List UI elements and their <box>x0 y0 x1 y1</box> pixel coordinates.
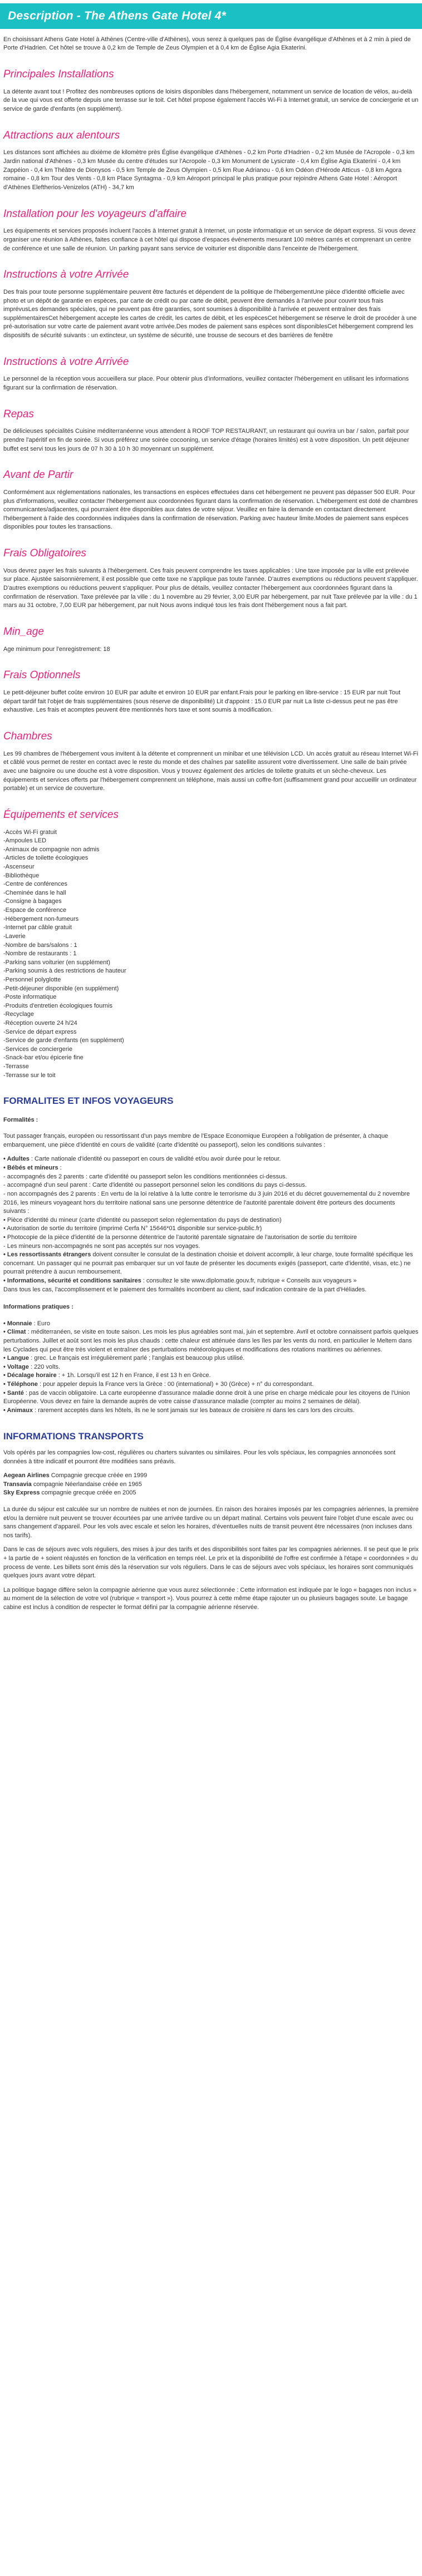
section-paragraph: Les 99 chambres de l'hébergement vous invitent à la détente et comprennent un minibar et une télévision LCD. Un accès gratuit au réseau Internet Wi-Fi et câblé vous permet de rester en contact avec le reste du monde et des chaînes par satellite assurent votre divertissement. Une salle de bain privée avec une baignoire ou une douche est à votre disposition. Vous y trouvez également des articles de toilette gratuits et un sèche-cheveux. Les équipements et services offerts par l'hébergement comprennent un téléphone, mais aussi un coffre-fort (suffisamment grand pour accueillir un ordinateur portable) et un service de couverture. <box>3 750 419 792</box>
info-line <box>3 1380 419 1389</box>
info-line <box>3 1155 419 1164</box>
info-line <box>3 1173 419 1182</box>
amenity-item: -Service de départ express <box>3 1028 77 1035</box>
info-line <box>3 1233 419 1242</box>
info-line <box>3 1164 419 1173</box>
info-line <box>3 1251 419 1277</box>
formalities-label: Formalités : <box>3 1116 38 1123</box>
page-title: Description - The Athens Gate Hotel 4* <box>0 3 422 29</box>
transport-paragraph: La politique bagage diffère selon la compagnie aérienne que vous aurez sélectionnée : Cette information est indiquée par le logo « bagages non inclus » au moment de la sélection de votre vol (rubrique « transport »). Vous pourrez à cette même étape rajouter un ou plusieurs bagages soute. Le bagage cabine est inclus à condition de respecter le format défini par la compagnie aérienne réservée. <box>3 1586 417 1611</box>
section-paragraph: Le petit-déjeuner buffet coûte environ 10 EUR par adulte et environ 10 EUR par enfant.Frais pour le parking en libre-service : 15 EUR par nuit Tout départ tardif fait l'objet de frais supplémentaires (sous réserve de disponibilité) Lit d'appoint : 15.0 EUR par nuit La liste ci-dessus peut ne pas être exhaustive. Les frais et acomptes peuvent être mentionnés hors taxe et sont soumis à modification. <box>3 689 401 714</box>
amenities-heading: Équipements et services <box>3 808 119 821</box>
info-line <box>3 1363 419 1372</box>
amenity-item: -Nombre de restaurants : 1 <box>3 950 77 958</box>
amenity-item: -Internet par câble gratuit <box>3 924 72 931</box>
info-text: : Euro <box>32 1320 50 1327</box>
info-label: • Adultes <box>3 1156 30 1163</box>
amenity-item: -Recyclage <box>3 1011 35 1018</box>
amenity-item: -Hébergement non-fumeurs <box>3 915 79 922</box>
amenity-item: -Animaux de compagnie non admis <box>3 846 100 853</box>
section-heading: Frais Obligatoires <box>3 547 86 560</box>
section-heading: Min_age <box>3 625 44 638</box>
airline-list <box>3 1472 419 1498</box>
amenity-item: -Ascenseur <box>3 863 35 871</box>
info-label: • Animaux <box>3 1407 33 1414</box>
practical-list <box>3 1320 419 1415</box>
info-text: doivent consulter le consulat de la destination choisie et doivent accomplir, à leur charge, toute formalité spécifique les concernant. Un passager qui ne pourrait pas embarquer sur un vol faute de présenter les documents exigés (passeport, carte d'identité, visas, etc.) ne pourrait prétendre à aucun remboursement. <box>3 1251 413 1276</box>
info-text: : <box>58 1164 62 1172</box>
info-line <box>3 1489 419 1498</box>
info-line <box>3 1371 419 1380</box>
info-text: - Les mineurs non-accompagnés ne sont pas acceptés sur nos voyages. <box>3 1242 200 1250</box>
info-label: • Langue <box>3 1355 30 1362</box>
amenity-item: -Snack-bar et/ou épicerie fine <box>3 1054 84 1062</box>
section-heading: Instructions à votre Arrivée <box>3 356 129 368</box>
section-heading: Installation pour les voyageurs d'affaire <box>3 208 187 220</box>
transport-paragraph: La durée du séjour est calculée sur un nombre de nuitées et non de journées. En raison des horaires imposés par les compagnies aériennes, la première et/ou la dernière nuit peuvent se trouver écourtées par une arrivée tardive ou un départ matinal. Certains vols peuvent faire l'objet d'une escale avec ou sans changement d'appareil. Pour les vols avec escale et selon les horaires, d'éventuelles nuits de transit peuvent être nécessaires (non incluses dans nos tarifs). <box>3 1506 419 1539</box>
info-text: : méditerranéen, se visite en toute saison. Les mois les plus agréables sont mai, juin et septembre. Avril et octobre connaissent parfois quelques perturbations. Juillet et août sont les mois les plus chauds : cette chaleur est atténuée dans les îles par les vents du nord, en particulier le Meltem dans les Cyclades qui peut être très violent et entraîner des perturbations météorologiques et modifications des rotations maritimes ou aériennes. <box>3 1329 419 1353</box>
amenity-item: -Articles de toilette écologiques <box>3 855 89 862</box>
info-text: : 220 volts. <box>28 1363 61 1370</box>
practical-label: Informations pratiques : <box>3 1304 73 1311</box>
info-text: : rarement acceptés dans les hôtels, ils ne le sont jamais sur les bateaux de croisière ni dans les cars lors des circuits. <box>32 1407 355 1414</box>
amenity-item: -Cheminée dans le hall <box>3 889 66 896</box>
transport-heading: INFORMATIONS TRANSPORTS <box>3 1430 144 1442</box>
amenity-item: -Parking sans voiturier (en supplément) <box>3 959 110 966</box>
info-line <box>3 1407 419 1415</box>
info-label: • Santé <box>3 1389 24 1396</box>
info-text: compagnie grecque créée en 2005 <box>40 1489 136 1497</box>
info-line <box>3 1354 419 1363</box>
amenity-item: -Ampoules LED <box>3 837 47 845</box>
amenity-item: -Service de garde d'enfants (en supplément) <box>3 1037 124 1044</box>
amenity-item: -Personnel polyglotte <box>3 976 61 983</box>
formalities-intro: Tout passager français, européen ou ressortissant d'un pays membre de l'Espace Economique Européen a l'obligation de présenter, à chaque embarquement, une pièce d'identité en cours de validité (carte d'identité ou passeport), selon les conditions suivantes : <box>3 1133 389 1148</box>
info-text: • Photocopie de la pièce d'identité de la personne détentrice de l'autorité parentale signataire de l'autorisation de sortie du territoire <box>3 1233 357 1241</box>
amenity-item: -Produits d'entretien écologiques fournis <box>3 1002 112 1009</box>
amenity-item: -Parking soumis à des restrictions de hauteur <box>3 968 126 975</box>
section-heading: Instructions à votre Arrivée <box>3 269 129 281</box>
transport-paragraph: Dans le cas de séjours avec vols réguliers, des mises à jour des tarifs et des disponibilités sont faites par les compagnies aériennes. Il se peut que le prix + la partie de + soient réajustés en fonction de la vérification en temps réel. Le prix et la disponibilité de l'offre est confirmée à l'étape « coordonnées » du process de vente. Les billets sont émis dès la réservation sur vols réguliers. Dans le cas de séjours avec vols spéciaux, les horaires sont communiqués quelques jours avant votre départ. <box>3 1546 419 1580</box>
section-heading: Chambres <box>3 730 52 742</box>
amenity-item: -Services de conciergerie <box>3 1045 73 1053</box>
info-label: Sky Express <box>3 1489 40 1497</box>
amenity-item: -Petit-déjeuner disponible (en supplément) <box>3 985 119 992</box>
amenity-item: -Terrasse <box>3 1063 29 1070</box>
info-label: • Climat <box>3 1329 26 1336</box>
transport-paragraphs <box>3 1506 419 1612</box>
info-text: - accompagnés des 2 parents : carte d'identité ou passeport selon les conditions mentionnées ci-dessus. <box>3 1173 287 1180</box>
amenity-item: -Bibliothèque <box>3 872 40 879</box>
section-heading: Frais Optionnels <box>3 669 81 682</box>
info-text: : + 1h. Lorsqu'il est 12 h en France, il est 13 h en Grèce. <box>56 1372 211 1379</box>
info-text: : pour appeler depuis la France vers la Grèce : 00 (international) + 30 (Grèce) + n° du correspondant. <box>37 1381 314 1388</box>
section-paragraph: La détente avant tout ! Profitez des nombreuses options de loisirs disponibles dans l'hébergement, notamment un service de location de vélos, au-delà de la vue qui vous est offerte depuis une terrasse sur le toit. Cet hôtel propose également l'accès Wi-Fi à Internet gratuit, un service de conciergerie et un service de garde d'enfants (en supplément). <box>3 88 419 113</box>
intro-text: En choisissant Athens Gate Hotel à Athènes (Centre-ville d'Athènes), vous serez à quelques pas de Église évangélique d'Athènes et à 2 min à pied de Porte d'Hadrien. Cet hôtel se trouve à 0,2 km de Temple de Zeus Olympien et à 0,4 km de Église Agia Ekaterini. <box>3 36 411 52</box>
section-paragraph: Age minimum pour l'enregistrement: 18 <box>3 645 110 653</box>
amenity-item: -Nombre de bars/salons : 1 <box>3 941 77 949</box>
info-text: : Carte nationale d'identité ou passeport en cours de validité et/ou avoir durée pour le retour. <box>29 1156 281 1163</box>
info-label: Transavia <box>3 1481 32 1488</box>
info-line <box>3 1277 419 1286</box>
info-line <box>3 1242 419 1251</box>
amenity-item: -Centre de conférences <box>3 881 67 888</box>
info-text: - accompagné d'un seul parent : Carte d'identité ou passeport personnel selon les conditions du pays ci-dessus. <box>3 1182 307 1189</box>
info-line <box>3 1225 419 1233</box>
section-paragraph: Vous devrez payer les frais suivants à l'hébergement. Ces frais peuvent comprendre les taxes applicables : Une taxe imposée par la ville est prélevée sur place. Ajustée saisonnièrement, il est possible que cette taxe ne s'applique pas toute l'année. D'autres exemptions ou réductions peuvent s'appliquer. D'autres exemptions ou réductions peuvent s'appliquer. Pour plus de détails, veuillez contacter l'hébergement aux coordonnées figurant dans la confirmation de réservation. Taxe prélevée par la ville : du 1 novembre au 29 février, 3,00 EUR par hébergement, par nuit Taxe prélevée par la ville : du 1 mars au 31 octobre, 7,00 EUR par hébergement, par nuit Nous avons indiqué tous les frais dont l'hébergement nous a fait part. <box>3 567 418 609</box>
formalities-heading: FORMALITES ET INFOS VOYAGEURS <box>3 1095 174 1107</box>
section-heading: Principales Installations <box>3 68 114 81</box>
info-line <box>3 1216 419 1225</box>
info-text: Compagnie grecque créée en 1999 <box>49 1472 148 1479</box>
amenities-list <box>3 828 419 1080</box>
info-text: • Autorisation de sortie du territoire (imprimé Cerfa N° 15646*01 disponible sur service-public.fr) <box>3 1225 262 1232</box>
info-text: • Pièce d'identité du mineur (carte d'identité ou passeport selon réglementation du pays de destination) <box>3 1216 282 1223</box>
section-heading: Attractions aux alentours <box>3 129 120 141</box>
amenity-item: -Laverie <box>3 932 26 940</box>
info-line <box>3 1320 419 1329</box>
amenity-item: -Consigne à bagages <box>3 898 62 905</box>
section-heading: Avant de Partir <box>3 469 73 481</box>
info-line <box>3 1472 419 1481</box>
info-label: • Les ressortissants étrangers <box>3 1251 91 1259</box>
section-paragraph: Le personnel de la réception vous accueillera sur place. Pour obtenir plus d'informations, veuillez contacter l'hébergement en utilisant les informations figurant sur la confirmation de réservation. <box>3 376 409 391</box>
content <box>0 36 422 1629</box>
info-text: Dans tous les cas, l'accomplissement et le paiement des formalités incombent au client, sauf indication contraire de la part d'Héliades. <box>3 1286 367 1293</box>
amenity-item: -Réception ouverte 24 h/24 <box>3 1019 77 1027</box>
amenity-item: -Accès Wi-Fi gratuit <box>3 828 57 836</box>
info-line <box>3 1389 419 1407</box>
info-label: • Téléphone <box>3 1381 38 1388</box>
section-paragraph: Les distances sont affichées au dixième de kilomètre près Église évangélique d'Athènes - 0,2 km Porte d'Hadrien - 0,2 km Musée de l'Acropole - 0,3 km Jardin national d'Athènes - 0,3 km Musée du centre d'études sur l'Acropole - 0,3 km Monument de Lysicrate - 0,4 km Église Agia Ekaterini - 0,4 km Zappéion - 0,4 km Théâtre de Dionysos - 0,5 km Temple de Zeus Olympien - 0,5 km Rue Adrianou - 0,6 km Odéon d'Hérode Atticus - 0,8 km Agora romaine - 0,8 km Tour des Vents - 0,8 km Place Syntagma - 0,9 km Aéroport principal le plus pratique pour rejoindre Athens Gate Hotel : Aéroport d'Athènes Eleftherios-Venizelos (ATH) - 34,7 km <box>3 149 415 191</box>
info-label: Aegean Airlines <box>3 1472 50 1479</box>
section-paragraph: De délicieuses spécialités Cuisine méditerranéenne vous attendent à ROOF TOP RESTAURANT, un restaurant qui ouvrira un bar / salon, parfait pour prendre l'apéritif en fin de soirée. Si vous préférez une soirée cocooning, un service d'étage (horaires limités) est à votre disposition. Un petit déjeuner buffet est servi tous les jours de 07 h 30 à 10 h 30 moyennant un supplément. <box>3 428 409 452</box>
transport-intro: Vols opérés par les compagnies low-cost, régulières ou charters suivantes ou similaires. Pour les vols spéciaux, les compagnies annoncées sont données à titre indicatif et pourront être modifiées sans préavis. <box>3 1449 396 1465</box>
section-paragraph: Les équipements et services proposés incluent l'accès à Internet gratuit à Internet, un poste informatique et un service de départ express. Si vous devez organiser une réunion à Athènes, faites confiance à cet hôtel qui dispose d'espaces événements mesurant 100 mètres carrés et comprenant un centre de conférence et une salle de réunion. Un parking payant sans service de voiturier est disponible dans l'enceinte de l'hébergement. <box>3 228 416 252</box>
info-line <box>3 1328 419 1354</box>
info-label: • Voltage <box>3 1363 29 1370</box>
page <box>0 3 422 1629</box>
amenity-item: -Terrasse sur le toit <box>3 1072 56 1079</box>
info-text: - non accompagnés des 2 parents : En vertu de la loi relative à la lutte contre le terrorisme du 3 juin 2016 et du décret gouvernemental du 2 novembre 2016, les mineurs voyageant hors du territoire national sans une personne détentrice de l'autorité parentale doivent être porteurs des documents suivants : <box>3 1190 410 1215</box>
info-text: : grec. Le français est irrégulièrement parlé ; l'anglais est beaucoup plus utilisé. <box>29 1355 245 1362</box>
amenity-item: -Espace de conférence <box>3 907 67 914</box>
info-line <box>3 1181 419 1190</box>
info-label: • Monnaie <box>3 1320 32 1327</box>
info-line <box>3 1481 419 1489</box>
section-heading: Repas <box>3 408 34 420</box>
info-text: compagnie Néerlandaise créée en 1965 <box>31 1481 142 1488</box>
info-label: • Décalage horaire <box>3 1372 57 1379</box>
info-text: : pas de vaccin obligatoire. La carte européenne d'assurance maladie donne droit à une prise en charge médicale pour les citoyens de l'Union Européenne. Vous devez en faire la demande auprès de votre caisse d'assurance maladie (compter au moins 2 semaines de délai). <box>3 1389 410 1405</box>
info-label: • Informations, sécurité et conditions sanitaires <box>3 1277 141 1284</box>
info-line <box>3 1190 419 1216</box>
formalities-list <box>3 1155 419 1294</box>
amenity-item: -Poste informatique <box>3 994 57 1001</box>
section-paragraph: Conformément aux réglementations nationales, les transactions en espèces effectuées dans cet hébergement ne peuvent pas dépasser 500 EUR. Pour plus d'informations, veuillez contacter l'hébergement aux coordonnées figurant dans la confirmation de réservation. L'hébergement est doté de chambres communicantes/adjacentes, qui pourraient être disponibles aux dates de votre séjour. Veuillez en faire la demande en contactant directement l'hébergement à l'aide des coordonnées indiquées dans la confirmation de réservation. Parking avec hauteur limite.Modes de paiement sans espèces disponibles pour toutes les transactions. <box>3 489 418 531</box>
info-text: : consultez le site www.diplomatie.gouv.fr, rubrique « Conseils aux voyageurs » <box>141 1277 357 1284</box>
info-line <box>3 1286 419 1295</box>
sections <box>3 68 419 793</box>
info-label: • Bébés et mineurs <box>3 1164 58 1172</box>
section-paragraph: Des frais pour toute personne supplémentaire peuvent être facturés et dépendent de la politique de l'hébergementUne pièce d'identité officielle avec photo et un dépôt de garantie en espèces, par carte de crédit ou par carte de débit, peuvent être demandés à l'arrivée pour couvrir tous frais imprévusLes demandes spéciales, qui ne peuvent pas être garanties, sont soumises à disponibilité à l'arrivée et peuvent entraîner des frais supplémentairesCet hébergement accepte les cartes de crédit, les cartes de débit, et les espècesCet hébergement se réserve le droit de procéder à une pré-autorisation sur votre carte de paiement avant votre arrivée.Des modes de paiement sans espèces sont disponiblesCet hébergement comprend les dispositifs de sécurité suivants : un extincteur, un système de sécurité, une trousse de secours et des barrières de fenêtre <box>3 288 417 339</box>
